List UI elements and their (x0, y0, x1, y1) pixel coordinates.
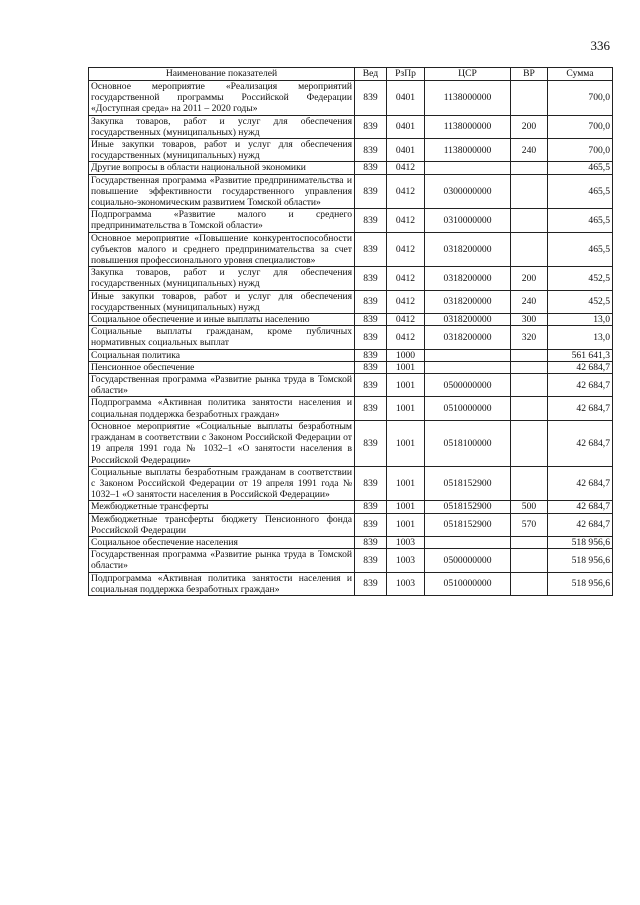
table-row (89, 513, 613, 536)
cell-name: Подпрограмма «Развитие малого и среднего предпринимательства в Томской области» (89, 209, 355, 232)
cell-rzpr: 0412 (387, 314, 425, 326)
cell-name: Пенсионное обеспечение (89, 361, 355, 373)
cell-csr: 0300000000 (425, 174, 511, 209)
cell-csr: 0518152900 (425, 501, 511, 513)
cell-ved: 839 (355, 326, 387, 349)
table-row (89, 420, 613, 466)
table-row (89, 572, 613, 595)
table-row (89, 139, 613, 162)
cell-csr: 0510000000 (425, 572, 511, 595)
table-row (89, 81, 613, 116)
cell-vr: 570 (511, 513, 548, 536)
cell-csr (425, 162, 511, 174)
cell-ved: 839 (355, 513, 387, 536)
cell-ved: 839 (355, 349, 387, 361)
cell-csr (425, 361, 511, 373)
cell-csr: 0500000000 (425, 374, 511, 397)
cell-name: Межбюджетные трансферты бюджету Пенсионного фонда Российской Федерации (89, 513, 355, 536)
cell-name: Государственная программа «Развитие рынка труда в Томской области» (89, 549, 355, 572)
header-name: Наименование показателей (89, 68, 355, 81)
cell-rzpr: 0412 (387, 162, 425, 174)
cell-rzpr: 1001 (387, 397, 425, 420)
cell-name: Социальные выплаты безработным гражданам в соответствии с Законом Российской Федерации от 19 апреля 1991 года № 1032–1 «О занятости населения в Российской Федерации» (89, 466, 355, 501)
cell-ved: 839 (355, 314, 387, 326)
cell-csr (425, 536, 511, 548)
cell-rzpr: 0412 (387, 174, 425, 209)
cell-sum: 700,0 (548, 139, 613, 162)
cell-ved: 839 (355, 115, 387, 138)
cell-csr: 0318200000 (425, 267, 511, 290)
cell-sum: 518 956,6 (548, 549, 613, 572)
cell-vr: 320 (511, 326, 548, 349)
cell-vr (511, 81, 548, 116)
cell-rzpr: 0412 (387, 209, 425, 232)
cell-name: Социальные выплаты гражданам, кроме публичных нормативных социальных выплат (89, 326, 355, 349)
cell-sum: 561 641,3 (548, 349, 613, 361)
cell-rzpr: 0401 (387, 139, 425, 162)
table-row (89, 326, 613, 349)
table-row (89, 115, 613, 138)
cell-name: Иные закупки товаров, работ и услуг для обеспечения государственных (муниципальных) нужд (89, 139, 355, 162)
cell-name: Подпрограмма «Активная политика занятости населения и социальная поддержка безработных граждан» (89, 397, 355, 420)
cell-sum: 42 684,7 (548, 374, 613, 397)
cell-name: Социальное обеспечение населения (89, 536, 355, 548)
cell-ved: 839 (355, 361, 387, 373)
cell-vr (511, 162, 548, 174)
cell-sum: 700,0 (548, 81, 613, 116)
cell-csr: 0518100000 (425, 420, 511, 466)
cell-vr (511, 374, 548, 397)
table-row (89, 397, 613, 420)
cell-vr (511, 232, 548, 267)
budget-table (88, 67, 613, 596)
cell-ved: 839 (355, 466, 387, 501)
cell-name: Государственная программа «Развитие предпринимательства и повышение эффективности государственного управления социально-экономическим развитием Томской области» (89, 174, 355, 209)
cell-ved: 839 (355, 267, 387, 290)
table-row (89, 374, 613, 397)
header-csr: ЦСР (425, 68, 511, 81)
table-row (89, 232, 613, 267)
cell-name: Основное мероприятие «Повышение конкурентоспособности субъектов малого и среднего предпринимательства за счет повышения профессионального уровня специалистов» (89, 232, 355, 267)
cell-ved: 839 (355, 290, 387, 313)
cell-ved: 839 (355, 81, 387, 116)
cell-ved: 839 (355, 536, 387, 548)
cell-sum: 465,5 (548, 232, 613, 267)
cell-ved: 839 (355, 139, 387, 162)
header-vr: ВР (511, 68, 548, 81)
cell-ved: 839 (355, 501, 387, 513)
cell-csr (425, 349, 511, 361)
cell-csr: 1138000000 (425, 139, 511, 162)
cell-rzpr: 1003 (387, 549, 425, 572)
cell-rzpr: 1001 (387, 420, 425, 466)
cell-sum: 42 684,7 (548, 397, 613, 420)
table-body (89, 81, 613, 596)
cell-ved: 839 (355, 232, 387, 267)
table-row (89, 549, 613, 572)
cell-ved: 839 (355, 374, 387, 397)
cell-sum: 465,5 (548, 174, 613, 209)
cell-sum: 42 684,7 (548, 466, 613, 501)
cell-rzpr: 0412 (387, 290, 425, 313)
cell-csr: 0318200000 (425, 326, 511, 349)
cell-sum: 465,5 (548, 162, 613, 174)
cell-name: Основное мероприятие «Социальные выплаты безработным гражданам в соответствии с Законом Российской Федерации от 19 апреля 1991 года № 1032–1 «О занятости населения в Российской Федерации» (89, 420, 355, 466)
cell-ved: 839 (355, 162, 387, 174)
table-row (89, 466, 613, 501)
cell-vr (511, 361, 548, 373)
cell-sum: 42 684,7 (548, 501, 613, 513)
cell-rzpr: 0412 (387, 267, 425, 290)
cell-vr: 500 (511, 501, 548, 513)
cell-name: Иные закупки товаров, работ и услуг для обеспечения государственных (муниципальных) нужд (89, 290, 355, 313)
cell-name: Подпрограмма «Активная политика занятости населения и социальная поддержка безработных граждан» (89, 572, 355, 595)
cell-vr: 200 (511, 115, 548, 138)
table-row (89, 536, 613, 548)
cell-ved: 839 (355, 420, 387, 466)
header-ved: Вед (355, 68, 387, 81)
cell-vr (511, 174, 548, 209)
cell-ved: 839 (355, 549, 387, 572)
cell-vr (511, 397, 548, 420)
cell-vr (511, 572, 548, 595)
cell-vr (511, 349, 548, 361)
cell-rzpr: 1001 (387, 466, 425, 501)
cell-sum: 42 684,7 (548, 361, 613, 373)
table-row (89, 290, 613, 313)
cell-csr: 0310000000 (425, 209, 511, 232)
cell-rzpr: 0412 (387, 232, 425, 267)
table-row (89, 314, 613, 326)
cell-ved: 839 (355, 174, 387, 209)
cell-ved: 839 (355, 572, 387, 595)
cell-name: Государственная программа «Развитие рынка труда в Томской области» (89, 374, 355, 397)
cell-sum: 13,0 (548, 326, 613, 349)
page-number: 336 (590, 38, 610, 53)
cell-sum: 13,0 (548, 314, 613, 326)
cell-rzpr: 1001 (387, 374, 425, 397)
table-row (89, 349, 613, 361)
cell-rzpr: 0401 (387, 115, 425, 138)
cell-sum: 465,5 (548, 209, 613, 232)
cell-csr: 0318200000 (425, 232, 511, 267)
cell-csr: 0510000000 (425, 397, 511, 420)
cell-vr (511, 420, 548, 466)
cell-vr (511, 549, 548, 572)
cell-sum: 452,5 (548, 290, 613, 313)
cell-sum: 452,5 (548, 267, 613, 290)
cell-rzpr: 1000 (387, 349, 425, 361)
cell-csr: 0518152900 (425, 466, 511, 501)
cell-name: Межбюджетные трансферты (89, 501, 355, 513)
cell-name: Закупка товаров, работ и услуг для обеспечения государственных (муниципальных) нужд (89, 267, 355, 290)
cell-name: Социальная политика (89, 349, 355, 361)
cell-vr: 240 (511, 290, 548, 313)
cell-csr: 0318200000 (425, 314, 511, 326)
table-row (89, 361, 613, 373)
cell-sum: 518 956,6 (548, 572, 613, 595)
cell-name: Основное мероприятие «Реализация мероприятий государственной программы Российской Федерации «Доступная среда» на 2011 – 2020 годы» (89, 81, 355, 116)
cell-ved: 839 (355, 397, 387, 420)
cell-rzpr: 0412 (387, 326, 425, 349)
cell-vr: 300 (511, 314, 548, 326)
cell-rzpr: 0401 (387, 81, 425, 116)
table-row (89, 209, 613, 232)
header-sum: Сумма (548, 68, 613, 81)
cell-sum: 700,0 (548, 115, 613, 138)
cell-vr (511, 466, 548, 501)
table-row (89, 267, 613, 290)
cell-rzpr: 1001 (387, 501, 425, 513)
cell-vr (511, 209, 548, 232)
cell-csr: 0500000000 (425, 549, 511, 572)
cell-vr: 200 (511, 267, 548, 290)
cell-vr (511, 536, 548, 548)
cell-name: Социальное обеспечение и иные выплаты населению (89, 314, 355, 326)
cell-sum: 42 684,7 (548, 420, 613, 466)
cell-rzpr: 1001 (387, 361, 425, 373)
table-header-row (89, 68, 613, 81)
cell-rzpr: 1003 (387, 536, 425, 548)
cell-vr: 240 (511, 139, 548, 162)
table-row (89, 162, 613, 174)
table-row (89, 174, 613, 209)
cell-csr: 1138000000 (425, 81, 511, 116)
cell-rzpr: 1001 (387, 513, 425, 536)
cell-rzpr: 1003 (387, 572, 425, 595)
cell-csr: 0318200000 (425, 290, 511, 313)
table-row (89, 501, 613, 513)
cell-ved: 839 (355, 209, 387, 232)
cell-sum: 42 684,7 (548, 513, 613, 536)
header-rzpr: РзПр (387, 68, 425, 81)
cell-name: Закупка товаров, работ и услуг для обеспечения государственных (муниципальных) нужд (89, 115, 355, 138)
cell-csr: 1138000000 (425, 115, 511, 138)
cell-csr: 0518152900 (425, 513, 511, 536)
cell-sum: 518 956,6 (548, 536, 613, 548)
cell-name: Другие вопросы в области национальной экономики (89, 162, 355, 174)
